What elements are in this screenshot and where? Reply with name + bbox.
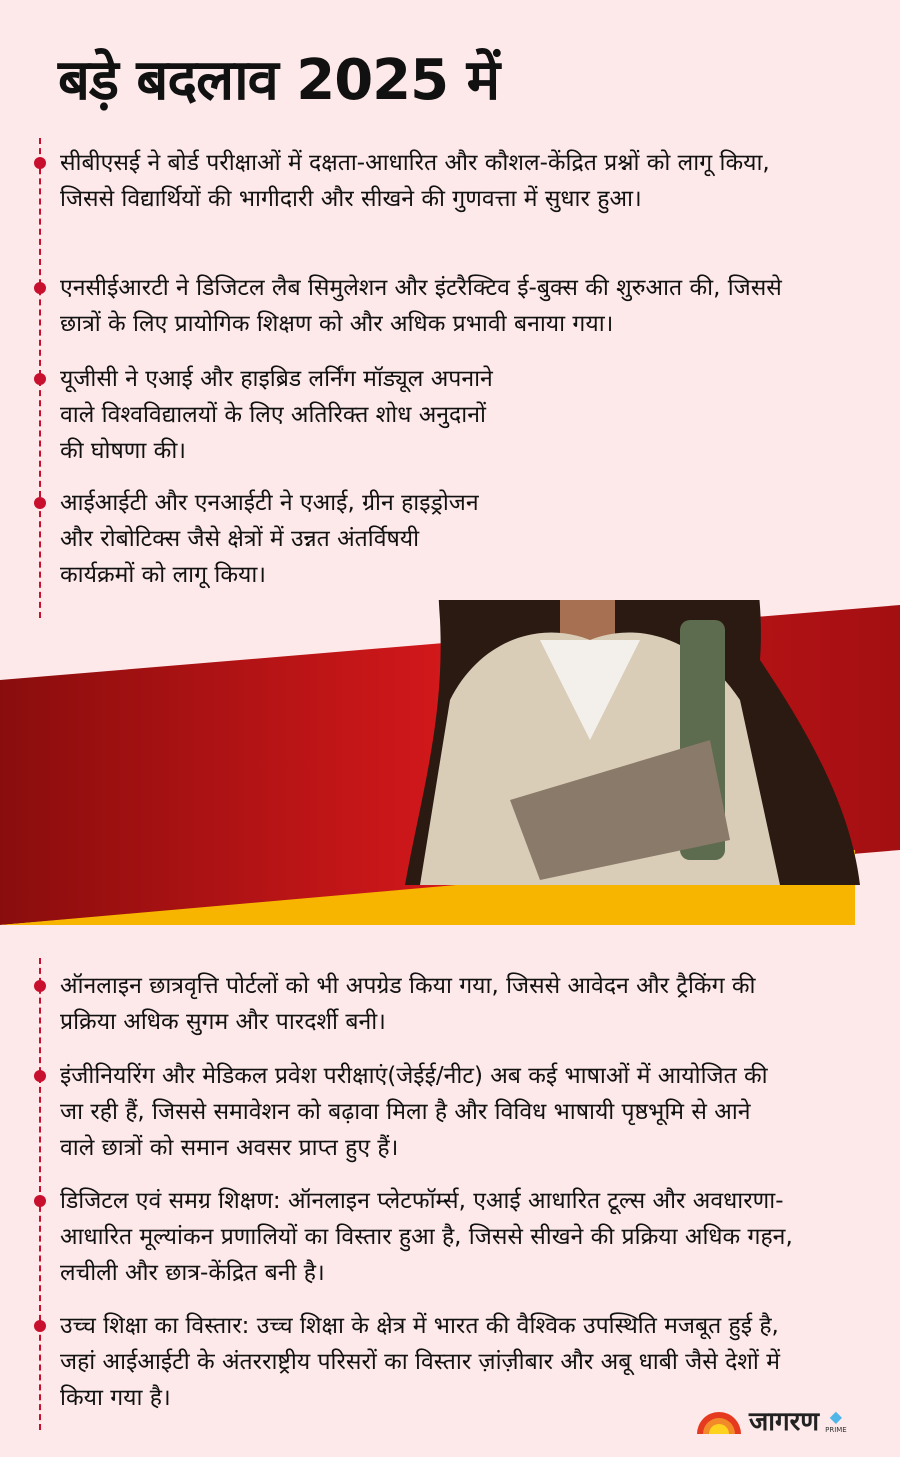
list-item: [60, 145, 800, 217]
bullet-dot-icon: [34, 282, 46, 294]
item-text: ऑनलाइन छात्रवृत्ति पोर्टलों को भी अपग्रेड किया गया, जिससे आवेदन और ट्रैकिंग की प्रक्रिया अधिक सुगम और पारदर्शी बनी।: [60, 973, 756, 1035]
bullet-dot-icon: [34, 1320, 46, 1332]
list-item: [60, 270, 820, 342]
diamond-icon: ◆: [829, 1406, 843, 1426]
logo-prime-label: PRIME: [825, 1425, 847, 1434]
list-item: [60, 485, 490, 593]
jagran-logo: [695, 1402, 847, 1438]
bullet-dot-icon: [34, 157, 46, 169]
bullet-dot-icon: [34, 1195, 46, 1207]
list-item: [60, 361, 500, 469]
sun-logo-icon: [695, 1406, 743, 1434]
page-title: बड़े बदलाव 2025 में: [58, 48, 500, 113]
bullet-dot-icon: [34, 373, 46, 385]
item-text: सीबीएसई ने बोर्ड परीक्षाओं में दक्षता-आधारित और कौशल-केंद्रित प्रश्नों को लागू किया, जिससे विद्यार्थियों की भागीदारी और सीखने की गुणवत्ता में सुधार हुआ।: [60, 150, 770, 212]
bullet-dot-icon: [34, 980, 46, 992]
list-item: [60, 1058, 780, 1166]
item-text: एनसीईआरटी ने डिजिटल लैब सिमुलेशन और इंटरैक्टिव ई-बुक्स की शुरुआत की, जिससे छात्रों के लिए प्रायोगिक शिक्षण को और अधिक प्रभावी बनाया गया।: [60, 275, 782, 337]
hero-image: [0, 600, 900, 930]
logo-wordmark: जागरण: [749, 1407, 820, 1437]
timeline-divider-bottom: [39, 958, 41, 1430]
list-item: [60, 1183, 800, 1291]
list-item: [60, 968, 780, 1040]
item-text: इंजीनियरिंग और मेडिकल प्रवेश परीक्षाएं(जेईई/नीट) अब कई भाषाओं में आयोजित की जा रही हैं, जिससे समावेशन को बढ़ावा मिला है और विविध भाषायी पृष्ठभूमि से आने वाले छात्रों को समान अवसर प्राप्त हुए हैं।: [60, 1063, 768, 1161]
bullet-dot-icon: [34, 1070, 46, 1082]
item-text: उच्च शिक्षा का विस्तार: उच्च शिक्षा के क्षेत्र में भारत की वैश्विक उपस्थिति मजबूत हुई है, जहां आईआईटी के अंतरराष्ट्रीय परिसरों का विस्तार ज़ांज़ीबार और अबू धाबी जैसे देशों में किया गया है।: [60, 1313, 780, 1411]
item-text: आईआईटी और एनआईटी ने एआई, ग्रीन हाइड्रोजन और रोबोटिक्स जैसे क्षेत्रों में उन्नत अंतर्विषयी कार्यक्रमों को लागू किया।: [60, 490, 479, 588]
list-item: [60, 1308, 810, 1416]
bullet-dot-icon: [34, 497, 46, 509]
item-text: डिजिटल एवं समग्र शिक्षण: ऑनलाइन प्लेटफॉर्म्स, एआई आधारित टूल्स और अवधारणा-आधारित मूल्यांकन प्रणालियों का विस्तार हुआ है, जिससे सीखने की प्रक्रिया अधिक गहन, लचीली और छात्र-केंद्रित बनी है।: [60, 1188, 793, 1286]
item-text: यूजीसी ने एआई और हाइब्रिड लर्निंग मॉड्यूल अपनाने वाले विश्वविद्यालयों के लिए अतिरिक्त शोध अनुदानों की घोषणा की।: [60, 366, 493, 464]
